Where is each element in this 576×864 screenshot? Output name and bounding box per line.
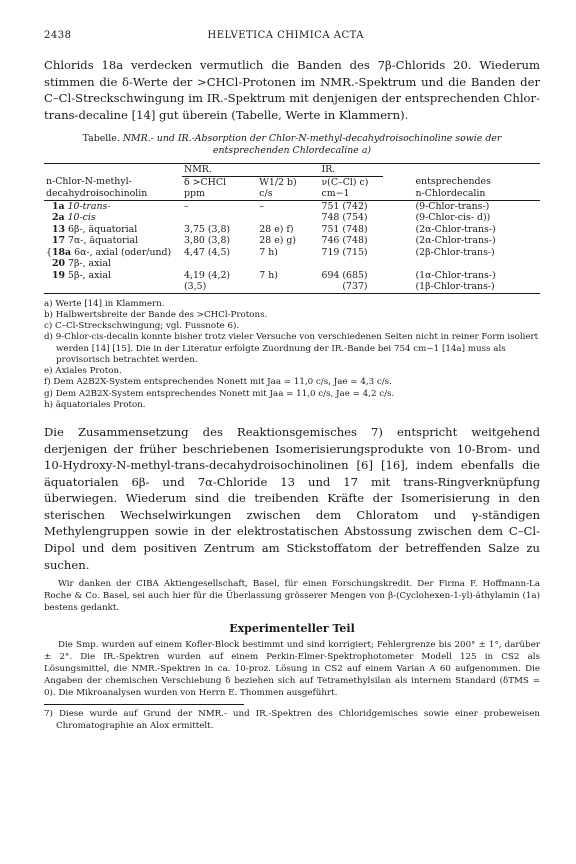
cell-shift: 3,80 (3,8) xyxy=(184,235,231,247)
table-row xyxy=(44,247,540,259)
paragraph-experimental: Die Smp. wurden auf einem Kofler-Block bestimmt und sind korrigiert; Fehlergrenze bis 200° ± 1°, darüber ± 2°. Die IR.-Spektren wurden auf einem Perkin-Elmer-Spektrophotometer Modell 125 in CS2 als Lösungsmittel, die NMR.-Spektren in ca. 10-proz. Lösung in CS2 auf einem Varian A 60 aufgenommen. Die Angaben der chemischen Verschiebung δ beziehen sich auf Tetramethylsilan als internem Standard (δTMS = 0). Die Mikroanalysen wurden von Herrn E. Thommen ausgeführt. xyxy=(44,640,540,699)
group-nmr: NMR. xyxy=(182,164,319,177)
col3-header-1: ν(C–Cl) c) xyxy=(321,176,369,188)
col2-header-1: W1/2 b) xyxy=(259,176,297,188)
paragraph-intro: Chlorids 18a verdecken vermutlich die Banden des 7β-Chlorids 20. Wiederum stimmen die δ-Werte der >CHCl-Protonen im NMR.-Spektrum und die Banden der C–Cl-Streckschwingung im IR.-Spektrum mit denjenigen der entsprechenden Chlor-trans-decaline [14] gut überein (Tabelle, Werte in Klammern). xyxy=(44,58,540,122)
cell-compound xyxy=(44,281,182,293)
page xyxy=(44,30,540,732)
cell-width xyxy=(257,212,319,224)
paragraph-discussion: Die Zusammensetzung des Reaktionsgemisches 7) entspricht weitgehend derjenigen der früher beschriebenen Isomerisierungsprodukte von 10-Brom- und 10-Hydroxy-N-methyl-trans-decahydroisochinolinen [6] [16], indem ebenfalls die äquatorialen 6β- und 7α-Chloride 13 und 17 mit trans-Ringverknüpfung überwiegen. Wiederum sind die treibenden Kräfte der Isomerisierung in den sterischen Wechselwirkungen zwischen dem Chloratom und γ-ständigen Methylengruppen sowie in der elektrostatischen Abstossung zwischen dem C–Cl-Dipol und dem positiven Zentrum am Stickstoffatom der betreffenden Salze zu suchen. xyxy=(44,424,540,572)
col3-header-2: cm−1 xyxy=(319,188,383,200)
page-number: 2438 xyxy=(44,30,72,41)
footnote-g: g) Dem A2B2X-System entsprechendes Nonett mit Jaa = 11,0 c/s, Jae = 4,2 c/s. xyxy=(44,388,395,399)
cell-ir: 751 (748) xyxy=(321,223,368,235)
footnote-h: h) äquatoriales Proton. xyxy=(44,399,146,410)
paragraph-acknowledgement: Wir danken der CIBA Aktiengesellschaft, Basel, für einen Forschungskredit. Der Firma F. Hoffmann-La Roche & Co. Basel, sei auch hier für die Überlassung grösserer Mengen von β-(Cyclohexen-1-yl)-äthylamin (1a) bestens gedankt. xyxy=(44,579,540,614)
col0-header-1: n-Chlor-N-methyl- xyxy=(46,176,132,188)
cell-compound: 13 6β-, äquatorial xyxy=(51,223,138,235)
footnote-d: d) 9-Chlor-cis-decalin konnte bisher trotz vieler Versuche von verschiedenen Seiten nicht in reiner Form isoliert werden [14] [15]. Die in der Literatur erfolgte Zuordnung der IR.-Bande bei 754 cm−1 [14a] muss als provisorisch betrachtet werden. xyxy=(44,332,539,365)
cell-compound: 17 7α-, äquatorial xyxy=(51,235,139,247)
cell-width: 28 e) g) xyxy=(259,235,297,247)
cell-correspondence: (1α-Chlor-trans-) xyxy=(415,269,496,281)
cell-correspondence: (2α-Chlor-trans-) xyxy=(415,235,496,247)
cell-compound: 19 5β-, axial xyxy=(51,269,111,281)
table-row xyxy=(44,270,540,282)
journal-title: HELVETICA CHIMICA ACTA xyxy=(207,30,364,41)
cell-ir xyxy=(319,258,383,270)
cell-shift xyxy=(182,212,257,224)
cell-width xyxy=(257,258,319,270)
table-row xyxy=(44,258,540,270)
footnote-7: 7) Diese wurde auf Grund der NMR.- und IR.-Spektren des Chloridgemisches sowie einer probeweisen Chromatographie an Alox ermittelt. xyxy=(44,709,540,731)
footnote-a: a) Werte [14] in Klammern. xyxy=(44,298,165,309)
col1-header-1: δ >CHCl xyxy=(184,176,226,188)
col1-header-2: ppm xyxy=(182,188,257,200)
table-row xyxy=(44,281,540,293)
group-ir: IR. xyxy=(319,164,383,177)
table-group-header xyxy=(44,164,540,177)
footnote-c: c) C–Cl-Streckschwingung; vgl. Fussnote 6). xyxy=(44,321,240,332)
cell-ir: (737) xyxy=(319,281,383,293)
cell-ir: 746 (748) xyxy=(321,235,368,247)
cell-compound: 1a 10-trans- xyxy=(51,200,111,212)
cell-shift: 4,47 (4,5) xyxy=(184,246,231,258)
cell-shift xyxy=(182,258,257,270)
page-header xyxy=(44,30,540,41)
footnote-divider xyxy=(44,704,244,705)
footnote-f: f) Dem A2B2X-System entsprechendes Nonett mit Jaa = 11,0 c/s, Jae = 4,3 c/s. xyxy=(44,377,392,388)
table-row xyxy=(44,200,540,212)
cell-shift: (3,5) xyxy=(182,281,257,293)
table-caption-text: NMR.- und IR.-Absorption der Chlor-N-methyl-decahydroisochinoline sowie der entsprechenden Chlordecaline a) xyxy=(122,133,502,157)
cell-width: 7 h) xyxy=(259,246,278,258)
data-table xyxy=(44,163,540,294)
table-row xyxy=(44,235,540,247)
cell-width: 7 h) xyxy=(259,269,278,281)
cell-correspondence: (2β-Chlor-trans-) xyxy=(415,246,495,258)
cell-ir: 694 (685) xyxy=(321,269,368,281)
table-caption xyxy=(44,133,540,157)
cell-correspondence: (2α-Chlor-trans-) xyxy=(415,223,496,235)
col5-header-1: entsprechendes xyxy=(415,176,491,188)
cell-compound: 2a 10-cis xyxy=(51,212,96,224)
cell-width xyxy=(257,281,319,293)
footnote-e: e) Axiales Proton. xyxy=(44,366,122,377)
cell-shift: 3,75 (3,8) xyxy=(184,223,231,235)
cell-compound: {18a 6α-, axial (oder/und) xyxy=(46,246,172,258)
cell-correspondence: (9-Chlor-trans-) xyxy=(415,200,490,212)
cell-ir: 719 (715) xyxy=(321,246,368,258)
col5-header-2: n-Chlordecalin xyxy=(413,188,540,200)
cell-ir: 748 (754) xyxy=(321,212,368,224)
table-footnotes xyxy=(44,299,540,411)
cell-ir: 751 (742) xyxy=(321,200,368,212)
table-header-line2 xyxy=(44,188,540,200)
table-header-line1 xyxy=(44,176,540,188)
table-row xyxy=(44,224,540,236)
table-caption-lead: Tabelle. xyxy=(82,133,120,145)
section-heading: Experimenteller Teil xyxy=(229,622,355,636)
cell-correspondence: (9-Chlor-cis- d)) xyxy=(415,212,491,224)
cell-shift: – xyxy=(184,200,189,212)
footnote-b: b) Halbwertsbreite der Bande des >CHCl-Protons. xyxy=(44,310,268,321)
cell-width: 28 e) f) xyxy=(259,223,294,235)
cell-correspondence: (1β-Chlor-trans-) xyxy=(413,281,540,293)
cell-compound: 20 7β-, axial xyxy=(52,258,112,270)
col0-header-2: decahydroisochinolin xyxy=(44,188,182,200)
cell-width: – xyxy=(259,200,264,212)
table-row xyxy=(44,212,540,224)
col2-header-2: c/s xyxy=(257,188,319,200)
cell-correspondence xyxy=(413,258,540,270)
cell-shift: 4,19 (4,2) xyxy=(184,269,231,281)
